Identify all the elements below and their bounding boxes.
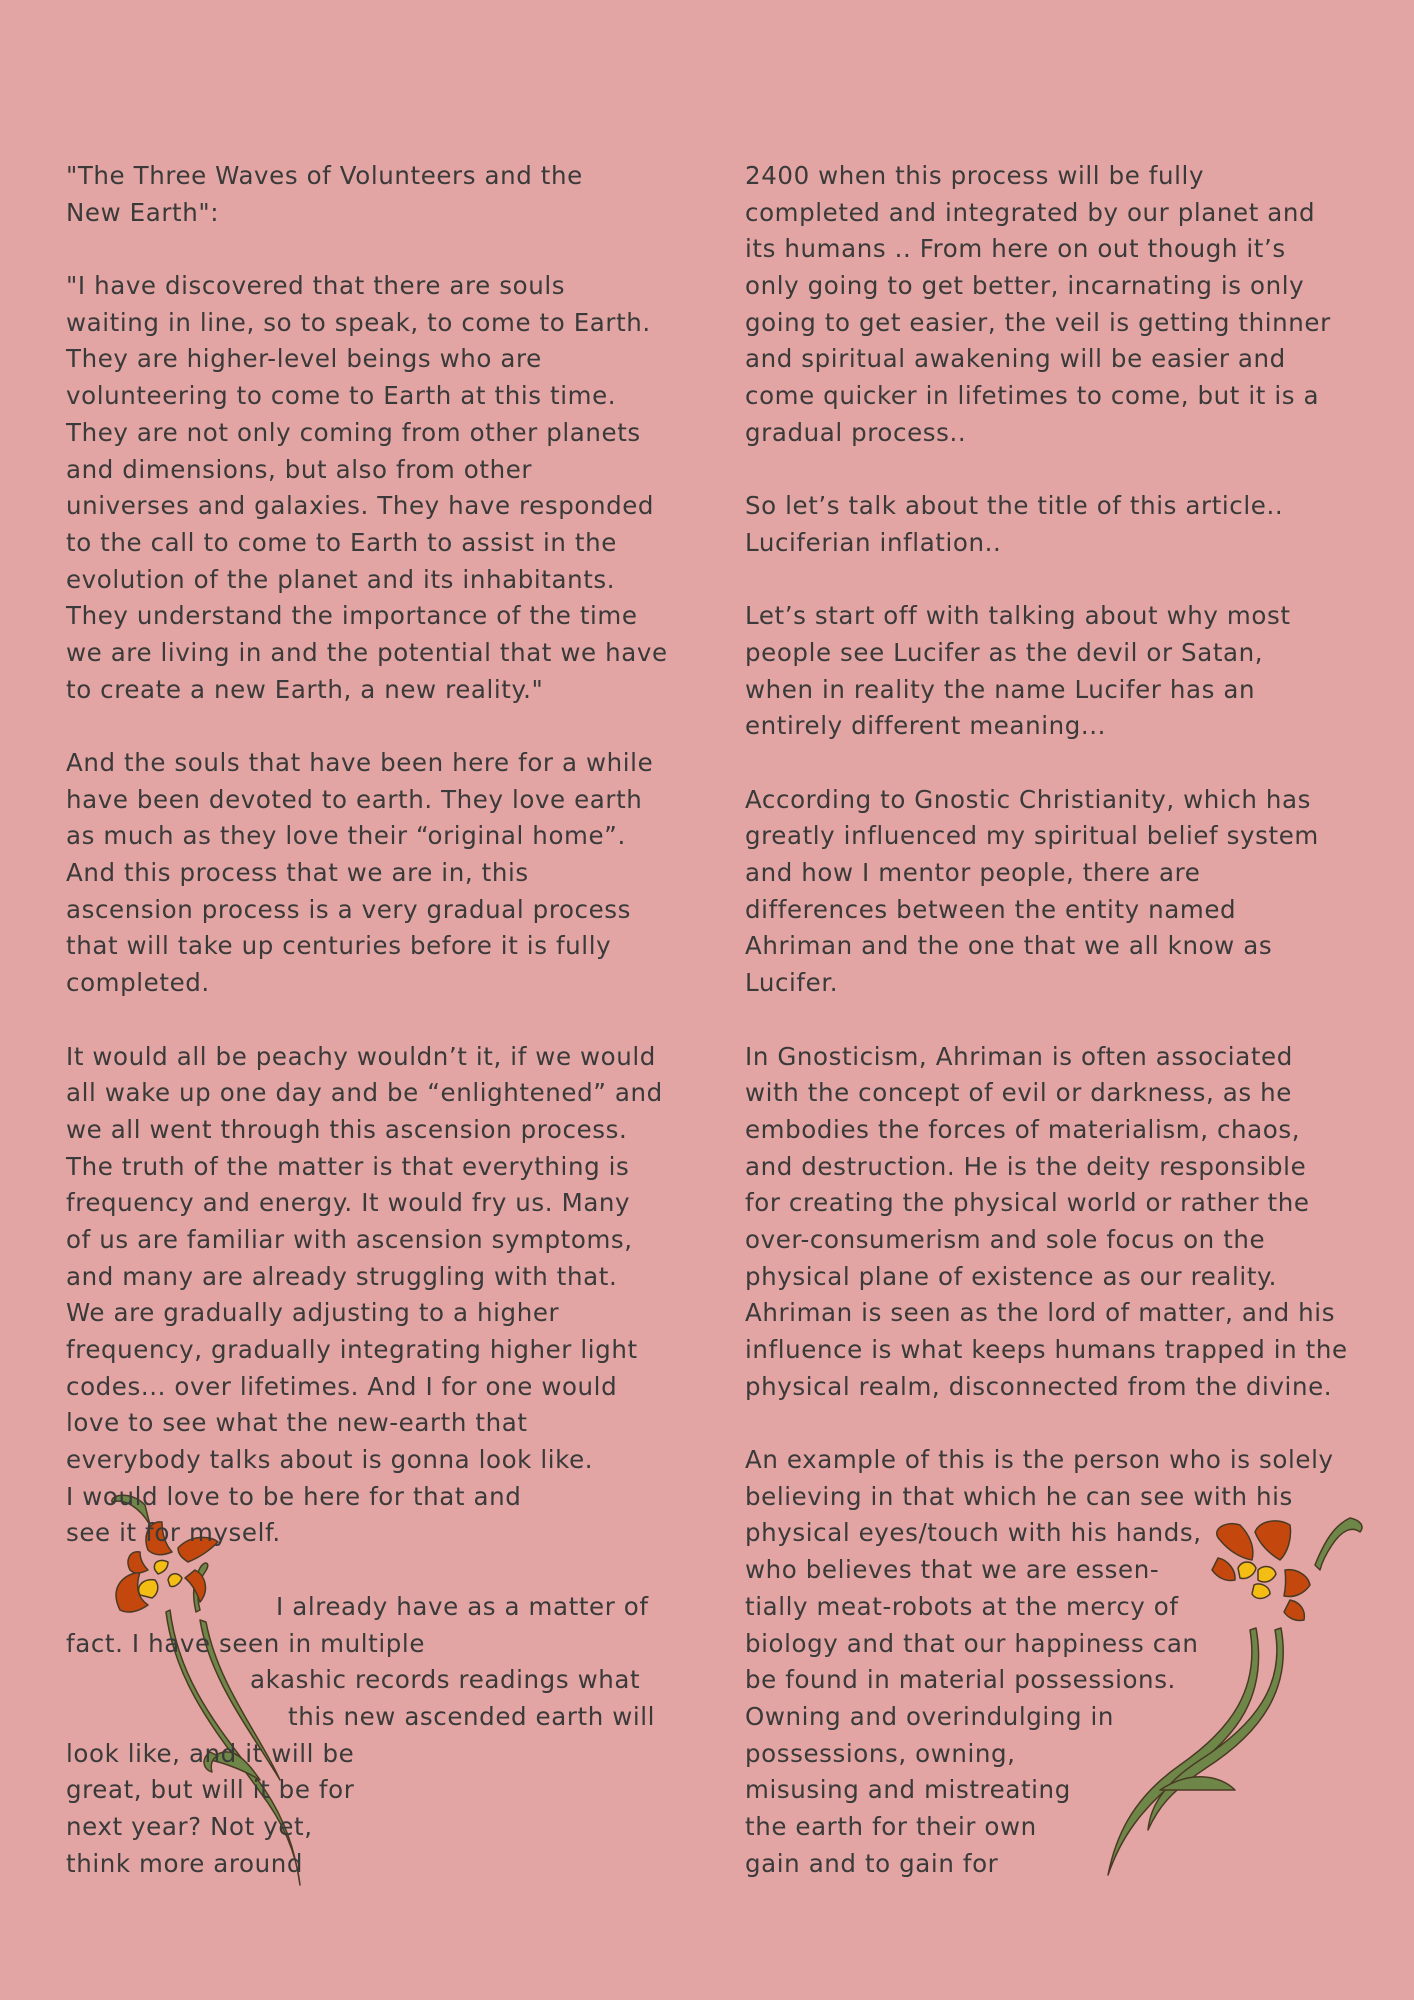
text-line: I already have as a matter of — [276, 1591, 649, 1621]
text-line: that will take up centuries before it is fully — [66, 931, 612, 961]
text-line: going to get easier, the veil is getting thinner — [745, 307, 1331, 337]
text-line: with the concept of evil or darkness, as he — [745, 1078, 1292, 1108]
text-line: this new ascended earth will — [288, 1701, 656, 1731]
right-text-column — [745, 158, 1348, 1882]
text-line: see it for myself. — [66, 1518, 281, 1548]
text-line: great, but will it be for — [66, 1775, 355, 1805]
paragraph-gap — [66, 1002, 668, 1039]
text-line: as much as they love their “original home”. — [66, 821, 626, 851]
text-line: think more around — [66, 1848, 304, 1878]
paragraph-gap — [66, 708, 668, 745]
text-line: physical realm, disconnected from the divine. — [745, 1371, 1333, 1401]
text-line: frequency, gradually integrating higher light — [66, 1335, 638, 1364]
text-line: when in reality the name Lucifer has an — [745, 674, 1256, 704]
text-line: to create a new Earth, a new reality." — [66, 674, 544, 704]
text-line: Let’s start off with talking about why most — [745, 601, 1291, 631]
text-line: differences between the entity named — [745, 894, 1237, 924]
text-line: completed. — [66, 968, 210, 998]
text-line: be found in material possessions. — [745, 1665, 1176, 1695]
paragraph-gap — [745, 562, 1348, 599]
text-line: physical plane of existence as our reality. — [745, 1261, 1278, 1291]
text-line: codes... over lifetimes. And I for one would — [66, 1371, 618, 1401]
text-line: all wake up one day and be “enlightened” and — [66, 1078, 663, 1108]
text-line: only going to get better, incarnating is only — [745, 271, 1305, 301]
text-line: I would love to be here for that and — [66, 1481, 522, 1511]
paragraph-gap — [745, 452, 1348, 489]
text-line: gradual process.. — [745, 417, 967, 447]
text-line: fact. I have seen in multiple — [66, 1628, 426, 1658]
text-line: New Earth": — [66, 197, 220, 227]
text-line: An example of this is the person who is solely — [745, 1445, 1334, 1475]
paragraph-gap — [745, 745, 1348, 782]
text-line: physical eyes/touch with his hands, — [745, 1518, 1202, 1548]
text-line: of us are familiar with ascension symptoms, — [66, 1224, 633, 1254]
text-line: completed and integrated by our planet and — [745, 197, 1316, 227]
text-line: They are not only coming from other planets — [66, 417, 641, 447]
text-line: akashic records readings what — [250, 1665, 641, 1695]
text-line: Owning and overindulging in — [745, 1701, 1115, 1731]
text-line: universes and galaxies. They have responded — [66, 491, 655, 521]
text-line: waiting in line, so to speak, to come to Earth. — [66, 307, 651, 337]
text-line: 2400 when this process will be fully — [745, 161, 1205, 190]
text-line: entirely different meaning... — [745, 711, 1107, 741]
text-line: we are living in and the potential that we have — [66, 637, 668, 667]
text-line: volunteering to come to Earth at this time. — [66, 381, 617, 411]
text-line: and many are already struggling with that. — [66, 1261, 618, 1291]
paragraph-gap — [745, 1405, 1348, 1442]
text-line: Luciferian inflation.. — [745, 527, 1002, 557]
text-line: come quicker in lifetimes to come, but it is a — [745, 381, 1320, 411]
text-line: greatly influenced my spiritual belief system — [745, 821, 1319, 851]
text-line: So let’s talk about the title of this article.. — [745, 491, 1284, 521]
text-line: In Gnosticism, Ahriman is often associated — [745, 1041, 1293, 1071]
text-line: According to Gnostic Christianity, which has — [745, 784, 1312, 814]
text-line: influence is what keeps humans trapped in the — [745, 1335, 1348, 1364]
text-line: Ahriman and the one that we all know as — [745, 931, 1273, 961]
text-line: over-consumerism and sole focus on the — [745, 1224, 1266, 1254]
text-line: and how I mentor people, there are — [745, 858, 1201, 888]
text-line: "I have discovered that there are souls — [66, 271, 566, 301]
text-line: everybody talks about is gonna look like. — [66, 1445, 594, 1475]
text-line: possessions, owning, — [745, 1738, 1016, 1768]
text-line: its humans .. From here on out though it’s — [745, 234, 1286, 264]
text-line: to the call to come to Earth to assist in the — [66, 527, 617, 557]
text-line: biology and that our happiness can — [745, 1628, 1199, 1658]
text-line: and spiritual awakening will be easier and — [745, 344, 1286, 374]
text-line: love to see what the new-earth that — [66, 1408, 528, 1438]
paragraph-gap — [66, 231, 668, 268]
text-line: frequency and energy. It would fry us. Many — [66, 1188, 631, 1218]
text-line: for creating the physical world or rather the — [745, 1188, 1310, 1218]
text-line: It would all be peachy wouldn’t it, if we would — [66, 1041, 656, 1071]
text-line: have been devoted to earth. They love earth — [66, 784, 643, 814]
text-line: ascension process is a very gradual process — [66, 894, 632, 924]
text-line: and destruction. He is the deity responsible — [745, 1151, 1307, 1181]
text-line: next year? Not yet, — [66, 1811, 313, 1841]
text-line: And the souls that have been here for a while — [66, 748, 654, 777]
paragraph-gap — [745, 1002, 1348, 1039]
text-line: And this process that we are in, this — [66, 858, 529, 888]
text-line: They are higher-level beings who are — [66, 344, 542, 374]
text-line: gain and to gain for — [745, 1848, 999, 1878]
left-text-column — [66, 158, 668, 1882]
text-line: we all went through this ascension process. — [66, 1114, 628, 1144]
text-line: "The Three Waves of Volunteers and the — [66, 161, 583, 190]
text-line: embodies the forces of materialism, chaos, — [745, 1114, 1301, 1144]
text-line: and dimensions, but also from other — [66, 454, 533, 484]
text-line: who believes that we are essen- — [745, 1555, 1160, 1585]
text-line: We are gradually adjusting to a higher — [66, 1298, 560, 1328]
text-line: Lucifer. — [745, 968, 839, 998]
text-line: misusing and mistreating — [745, 1775, 1071, 1805]
text-line: the earth for their own — [745, 1811, 1037, 1841]
text-line: They understand the importance of the time — [66, 601, 638, 631]
text-line: look like, and it will be — [66, 1738, 355, 1768]
text-line: evolution of the planet and its inhabitants. — [66, 564, 616, 594]
text-line: Ahriman is seen as the lord of matter, and his — [745, 1298, 1336, 1328]
text-line: The truth of the matter is that everything is — [66, 1151, 630, 1181]
text-line: tially meat-robots at the mercy of — [745, 1591, 1179, 1621]
text-line: believing in that which he can see with his — [745, 1481, 1293, 1511]
text-line: people see Lucifer as the devil or Satan, — [745, 637, 1264, 667]
